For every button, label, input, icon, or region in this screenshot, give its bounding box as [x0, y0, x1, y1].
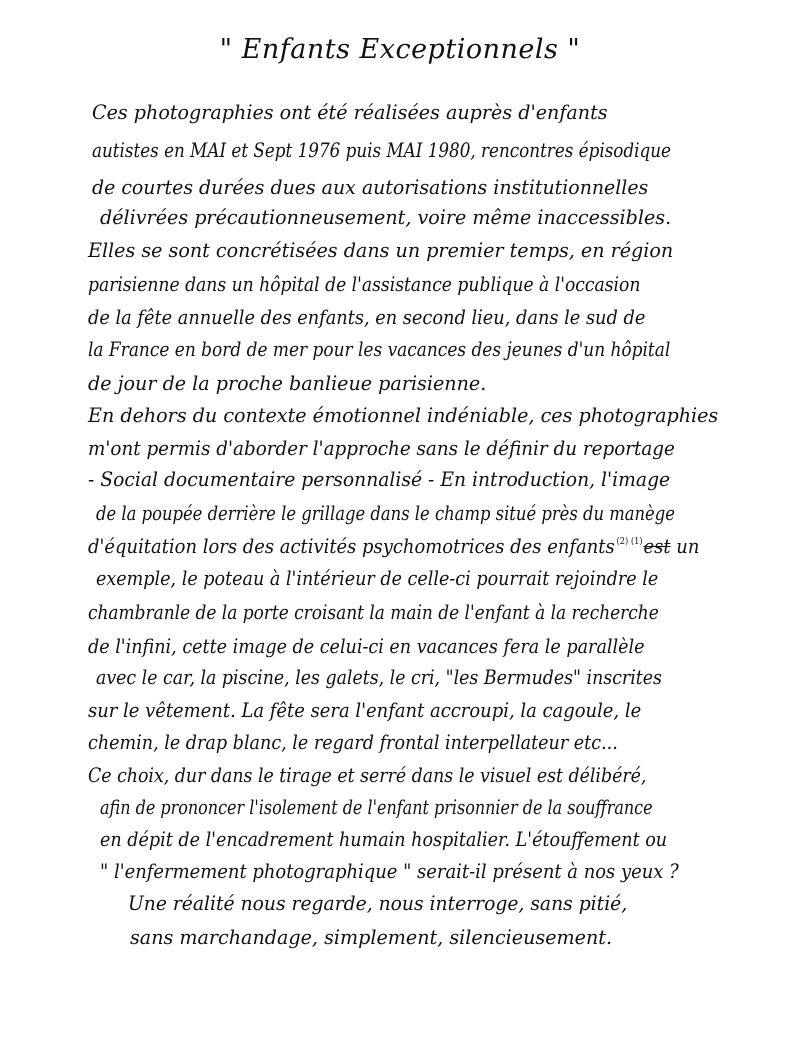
text-line: avec le car, la piscine, les galets, le cri, "les Bermudes" inscrites	[96, 666, 662, 689]
text-line: parisienne dans un hôpital de l'assistance publique à l'occasion	[88, 273, 641, 296]
text-line: sans marchandage, simplement, silencieusement.	[130, 926, 613, 949]
text-line: autistes en MAI et Sept 1976 puis MAI 1980, rencontres épisodique	[92, 139, 671, 162]
text-line: afin de prononcer l'isolement de l'enfant prisonnier de la souffrance	[100, 796, 653, 819]
text-line: délivrées précautionneusement, voire même inaccessibles.	[100, 206, 672, 229]
text-line: la France en bord de mer pour les vacances des jeunes d'un hôpital	[88, 338, 671, 361]
text-line: chemin, le drap blanc, le regard frontal interpellateur etc...	[88, 731, 618, 754]
text-line: en dépit de l'encadrement humain hospitalier. L'étouffement ou	[100, 828, 668, 851]
equitation-text-end: un	[676, 535, 700, 558]
text-line: - Social documentaire personnalisé - En introduction, l'image	[88, 468, 671, 491]
struck-word: est	[643, 535, 671, 558]
text-line: exemple, le poteau à l'intérieur de celle-ci pourrait rejoindre le	[96, 567, 659, 590]
text-line: Une réalité nous regarde, nous interroge, sans pitié,	[128, 892, 628, 915]
text-line-equitation	[88, 537, 699, 557]
text-line: m'ont permis d'aborder l'approche sans le définir du reportage	[88, 437, 675, 460]
text-line: " l'enfermement photographique " serait-il présent à nos yeux ?	[100, 860, 679, 883]
text-line: En dehors du contexte émotionnel indéniable, ces photographies	[88, 404, 719, 427]
equitation-text: d'équitation lors des activités psychomotrices des enfants	[88, 535, 615, 558]
text-line: de courtes durées dues aux autorisations institutionnelles	[92, 176, 649, 199]
text-line: de la fête annuelle des enfants, en second lieu, dans le sud de	[88, 306, 646, 329]
text-line: Elles se sont concrétisées dans un premier temps, en région	[88, 239, 674, 262]
text-line: Ces photographies ont été réalisées auprès d'enfants	[92, 101, 608, 124]
text-line: de jour de la proche banlieue parisienne.	[88, 372, 487, 395]
text-line: de la poupée derrière le grillage dans le champ situé près du manège	[96, 502, 675, 525]
text-line: de l'infini, cette image de celui-ci en vacances fera le parallèle	[88, 635, 645, 658]
text-line: Ce choix, dur dans le tirage et serré dans le visuel est délibéré,	[88, 764, 647, 787]
text-line: chambranle de la porte croisant la main de l'enfant à la recherche	[88, 601, 659, 624]
footnote-marks: (2) (1)	[616, 537, 643, 547]
text-line: sur le vêtement. La fête sera l'enfant accroupi, la cagoule, le	[88, 699, 642, 722]
page-title: " Enfants Exceptionnels "	[219, 34, 581, 65]
